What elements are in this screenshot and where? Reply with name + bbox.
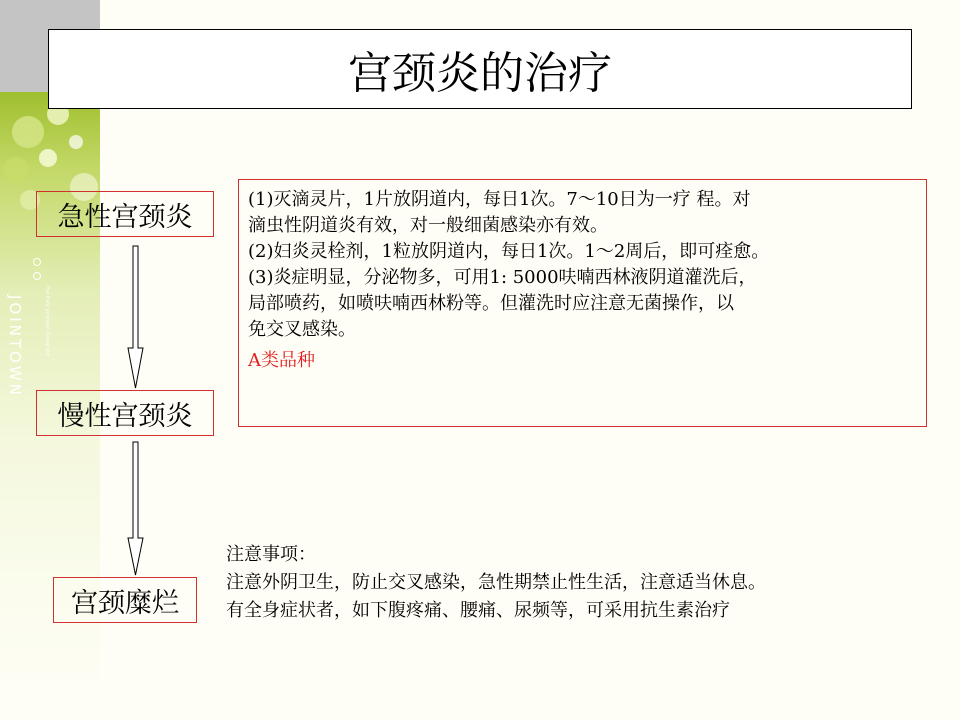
treatment-line: 局部喷药，如喷呋喃西林粉等。但灌洗时应注意无菌操作，以 <box>248 293 734 314</box>
category-label: A类品种 <box>248 350 315 371</box>
stage-acute-cervicitis: 急性宫颈炎 <box>36 191 214 237</box>
stage-cervical-erosion: 宫颈糜烂 <box>53 577 197 623</box>
notes-line: 注意外阴卫生，防止交叉感染，急性期禁止性生活，注意适当休息。 <box>226 572 766 593</box>
arrow-chronic-to-erosion <box>128 442 143 575</box>
arrow-acute-to-chronic <box>128 246 143 388</box>
notes-line: 有全身症状者，如下腹疼痛、腰痛、尿频等，可采用抗生素治疗 <box>226 600 730 621</box>
treatment-line: (2)妇炎灵栓剂，1粒放阴道内，每日1次。1～2周后，即可痊愈。 <box>248 241 770 262</box>
treatment-line: 免交叉感染。 <box>248 319 356 340</box>
treatment-line: 滴虫性阴道炎有效，对一般细菌感染亦有效。 <box>248 215 608 236</box>
treatment-box <box>238 179 927 427</box>
page-title: 宫颈炎的治疗 <box>348 48 612 99</box>
notes-heading: 注意事项： <box>226 544 316 565</box>
notes-section <box>226 541 956 625</box>
treatment-line: (1)灭滴灵片，1片放阴道内，每日1次。7～10日为一疗 程。对 <box>248 189 751 210</box>
brand-tagline: The Pure Jointown Group Ltd <box>44 285 50 357</box>
brand-name: JOINTOWN <box>6 295 24 398</box>
treatment-line: (3)炎症明显，分泌物多，可用1: 5000呋喃西林液阴道灌洗后， <box>248 267 757 288</box>
stage-chronic-cervicitis: 慢性宫颈炎 <box>36 390 214 436</box>
